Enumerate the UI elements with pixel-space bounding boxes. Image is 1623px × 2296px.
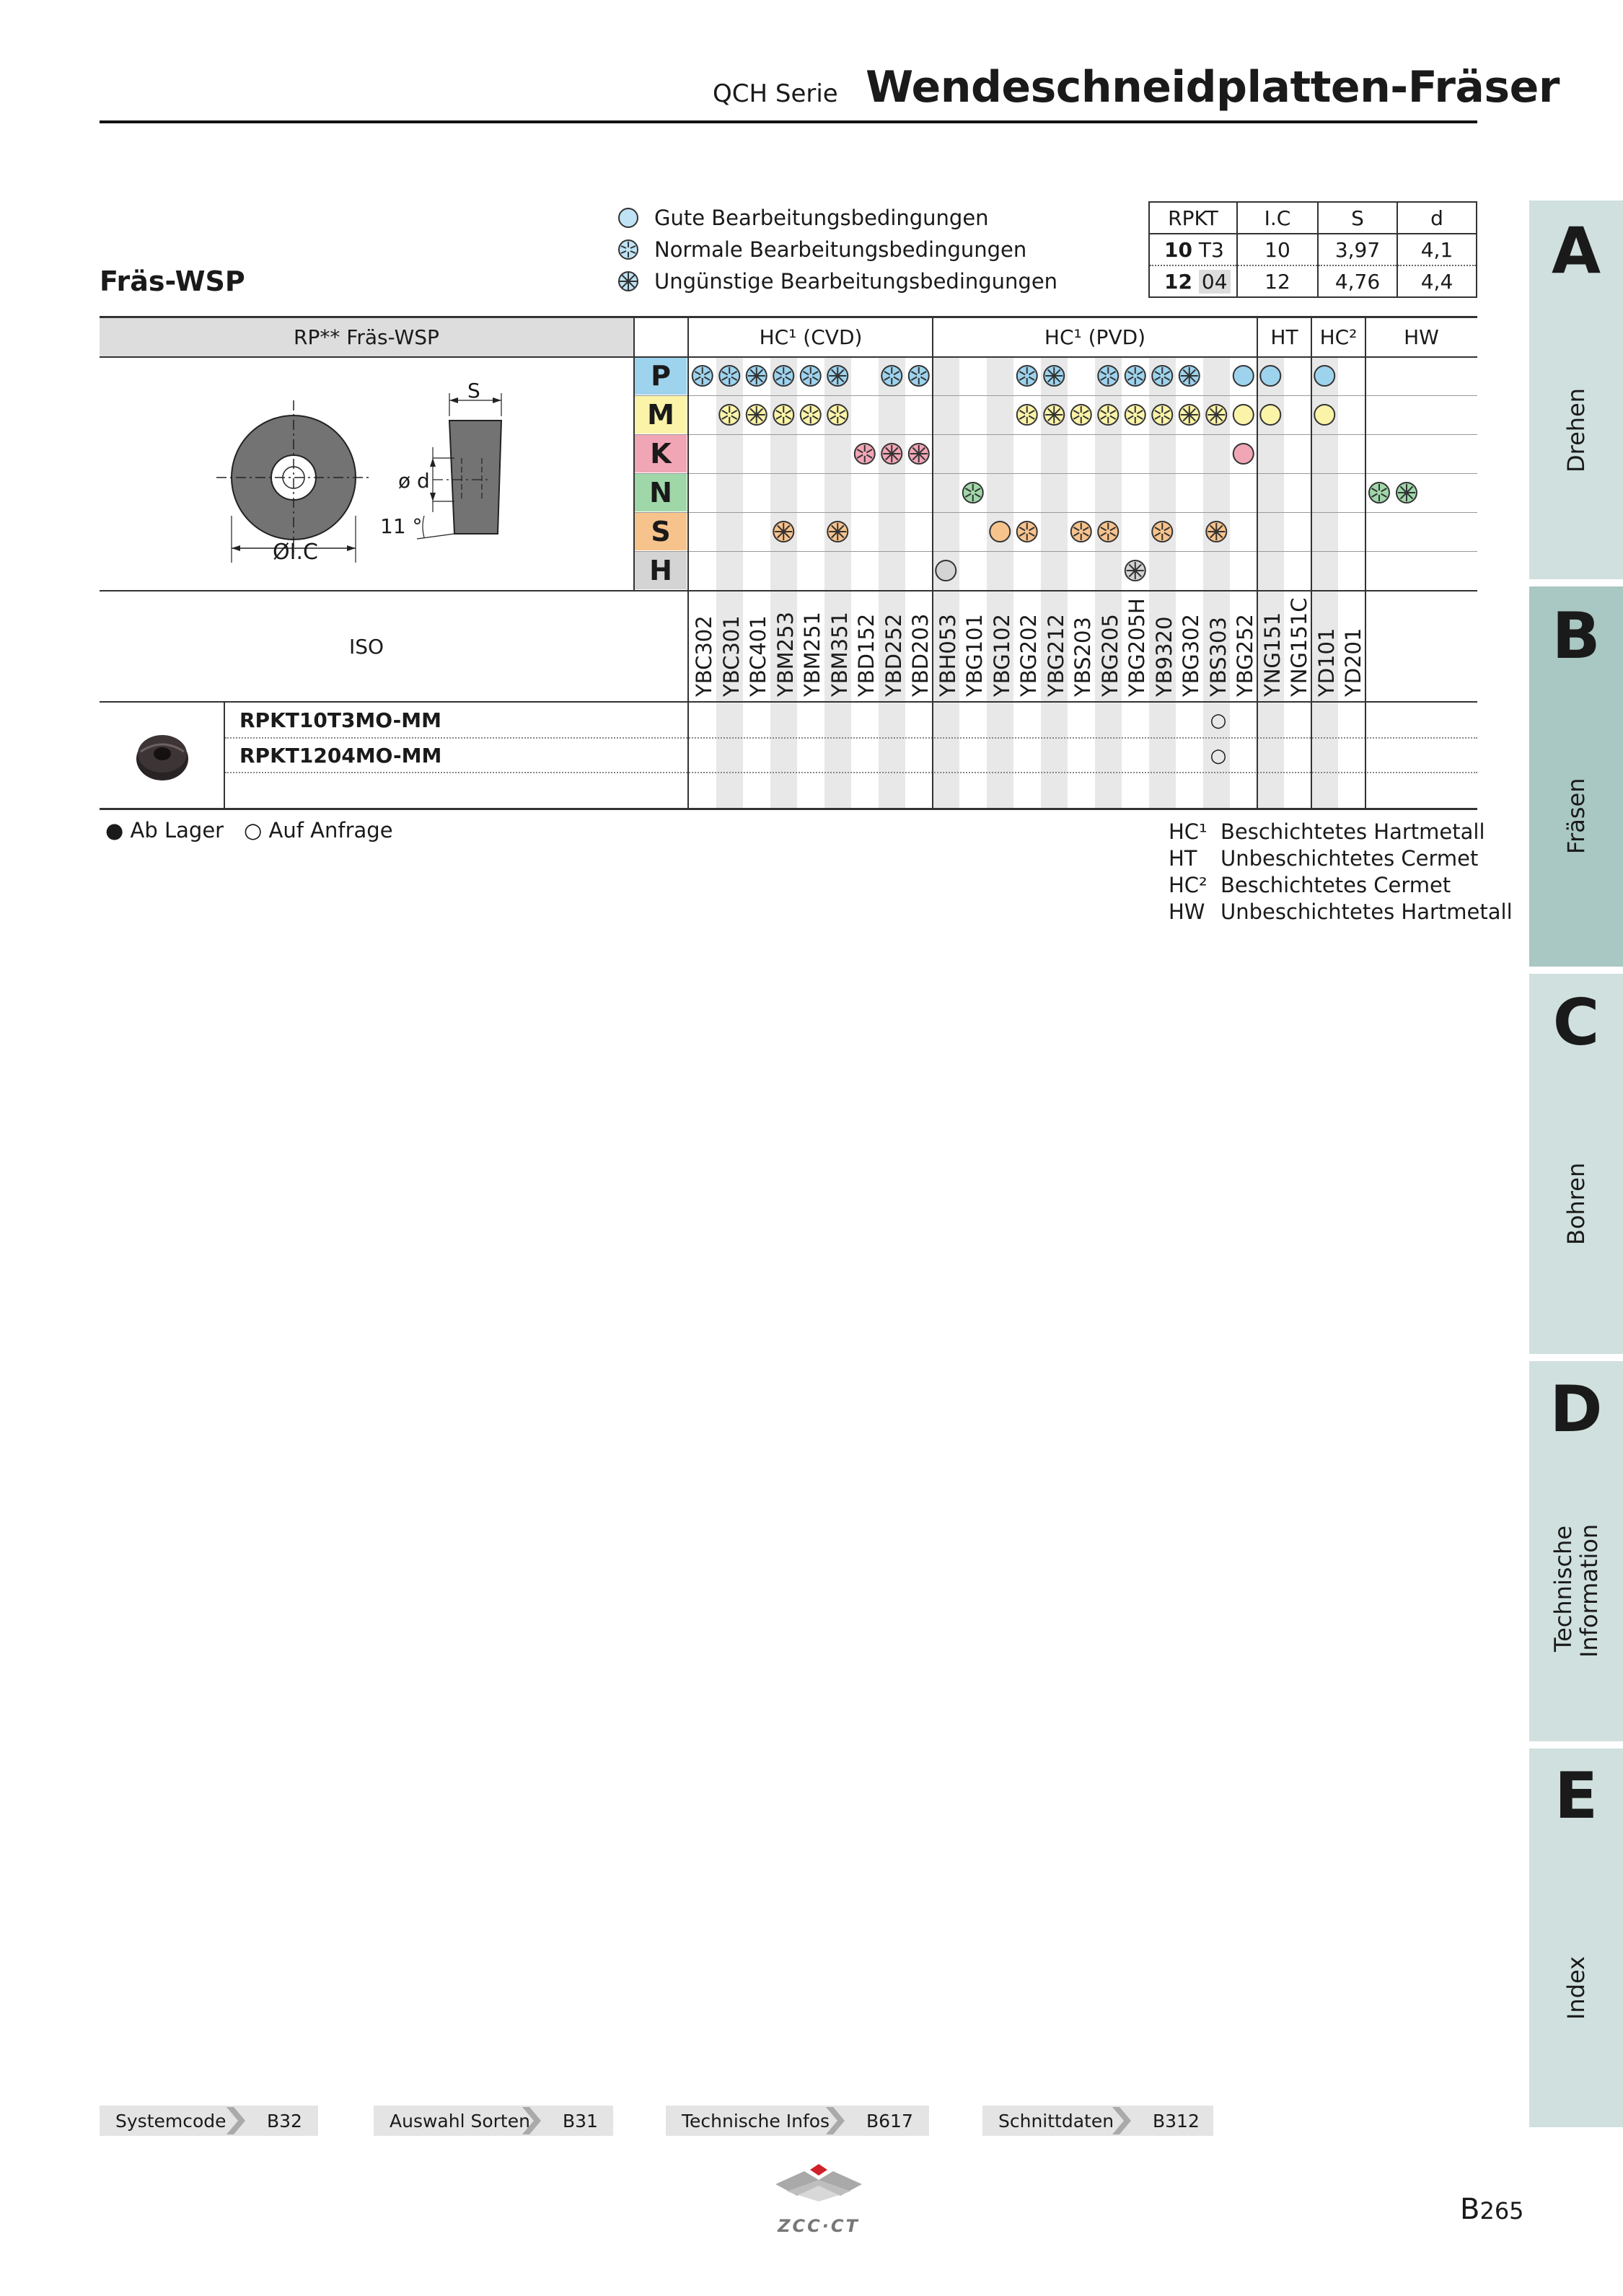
- normal-marker: [1152, 405, 1172, 425]
- good-marker: [1233, 405, 1254, 425]
- normal-marker: [719, 405, 739, 425]
- bad-marker: [773, 522, 793, 542]
- table-cell: 4,4: [1397, 265, 1477, 297]
- good-marker: [936, 560, 956, 581]
- grade-name: YBD252: [881, 613, 906, 697]
- chevron-right-icon: [1109, 2107, 1132, 2134]
- normal-marker: [773, 405, 793, 425]
- table-cell: 10: [1237, 234, 1318, 265]
- normal-marker: [801, 366, 821, 386]
- group-ht: HT: [1270, 325, 1298, 349]
- grade-name: YNG151C: [1287, 597, 1311, 697]
- normal-marker: [963, 483, 983, 503]
- grade-name: YBM351: [827, 612, 852, 697]
- bad-marker: [1179, 405, 1200, 425]
- grade-name: YBH053: [935, 614, 960, 697]
- normal-marker: [909, 366, 929, 386]
- grade-name: YBG252: [1233, 614, 1257, 697]
- type-code: HC¹: [1169, 819, 1208, 844]
- bad-marker: [1206, 522, 1226, 542]
- availability-mark: ○: [1210, 710, 1227, 731]
- tab-label: Information: [1575, 1523, 1603, 1658]
- request-legend: ○ Auf Anfrage: [244, 818, 393, 843]
- grade-name: YBS303: [1205, 617, 1231, 697]
- grade-name: YBM253: [773, 612, 798, 697]
- grade-name: YD201: [1341, 628, 1365, 697]
- nav-schnittdaten[interactable]: [982, 2106, 1213, 2136]
- nav-ref: B312: [1153, 2110, 1200, 2132]
- product-name: RPKT1204MO-MM: [239, 744, 442, 767]
- type-code: HW: [1169, 900, 1205, 924]
- grade-name: YBD203: [908, 613, 933, 697]
- group-hc1-cvd: HC¹ (CVD): [759, 325, 863, 349]
- normal-marker: [1369, 483, 1389, 503]
- material-k: K: [635, 435, 687, 472]
- table-cell: 10 T3: [1149, 234, 1237, 265]
- header-left-label: RP** Fräs-WSP: [294, 325, 439, 349]
- bad-marker: [1206, 405, 1226, 425]
- nav-label: Schnittdaten: [998, 2110, 1114, 2132]
- table-cell: 3,97: [1318, 234, 1397, 265]
- tab-letter: B: [1552, 599, 1601, 673]
- normal-marker: [881, 366, 902, 386]
- tab-label: Drehen: [1562, 387, 1590, 472]
- good-marker: [1233, 366, 1254, 386]
- grade-name: YBG205: [1097, 614, 1122, 697]
- grade-name: YBG202: [1016, 614, 1041, 697]
- dim-angle-label: 11 °: [380, 514, 423, 538]
- iso-label: ISO: [348, 635, 384, 659]
- nav-ref: B617: [866, 2110, 913, 2132]
- dim-d-label: ø d: [398, 469, 430, 493]
- chevron-right-icon: [224, 2107, 247, 2134]
- nav-systemcode[interactable]: [100, 2106, 318, 2136]
- bad-marker: [1125, 560, 1145, 581]
- group-hc2: HC²: [1319, 325, 1358, 349]
- material-p: P: [635, 357, 687, 395]
- good-marker: [990, 522, 1010, 542]
- dim-ic-label: ØI.C: [273, 540, 318, 565]
- normal-marker: [1125, 366, 1145, 386]
- legend-good-label: Gute Bearbeitungsbedingungen: [654, 206, 989, 230]
- col-header: I.C: [1237, 202, 1318, 234]
- stock-legend: ● Ab Lager: [105, 818, 224, 843]
- grade-name: YBS203: [1070, 617, 1095, 697]
- grade-name: YBC302: [692, 615, 716, 697]
- insert-photo: [133, 730, 191, 783]
- chevron-right-icon: [519, 2107, 542, 2134]
- normal-marker: [719, 366, 739, 386]
- material-m: M: [635, 396, 687, 434]
- normal-marker: [1152, 522, 1172, 542]
- bad-marker: [1397, 483, 1417, 503]
- normal-marker: [1071, 522, 1091, 542]
- material-s: S: [635, 513, 687, 550]
- zcc-ct-logo: [761, 2164, 876, 2209]
- normal-marker: [1071, 405, 1091, 425]
- grade-name: YBM251: [800, 612, 824, 697]
- bad-marker: [1044, 366, 1064, 386]
- tab-label: Bohren: [1562, 1162, 1590, 1245]
- bad-marker: [1179, 366, 1200, 386]
- table-cell: 4,76: [1318, 265, 1397, 297]
- grade-name: YNG151: [1259, 612, 1285, 697]
- nav-label: Systemcode: [115, 2110, 226, 2132]
- bad-marker: [827, 522, 848, 542]
- bad-marker: [827, 366, 848, 386]
- table-cell: 12: [1237, 265, 1318, 297]
- grade-name: YBG102: [989, 614, 1014, 697]
- logo-text: ZCC·CT: [778, 2216, 860, 2236]
- insert-drawing: [216, 371, 534, 577]
- type-code: HC²: [1169, 873, 1208, 897]
- table-cell: 12 04: [1149, 265, 1237, 297]
- nav-ref: B32: [267, 2110, 302, 2132]
- grade-name: YBC401: [746, 615, 770, 697]
- grade-name: YB9320: [1151, 616, 1176, 697]
- normal-marker: [692, 366, 713, 386]
- tab-label: Fräsen: [1562, 778, 1590, 854]
- normal-marker: [1098, 522, 1118, 542]
- normal-marker: [855, 444, 875, 464]
- tab-letter: C: [1552, 985, 1600, 1060]
- tab-label: Index: [1562, 1956, 1590, 2020]
- type-description: Unbeschichtetes Cermet: [1220, 846, 1479, 871]
- grade-name: YBG101: [962, 614, 987, 697]
- nav-ref: B31: [563, 2110, 598, 2132]
- nav-technische-infos[interactable]: [666, 2106, 929, 2136]
- grade-name: YD101: [1314, 628, 1339, 697]
- good-marker: [1314, 405, 1334, 425]
- grade-name: YBG302: [1179, 614, 1203, 697]
- normal-marker: [1152, 366, 1172, 386]
- good-marker: [1260, 405, 1280, 425]
- page-title: Wendeschneidplatten-Fräser: [866, 62, 1560, 113]
- page-number: B265: [1460, 2193, 1524, 2226]
- normal-marker: [1017, 405, 1037, 425]
- grade-name: YBC301: [718, 615, 744, 697]
- normal-marker: [1017, 522, 1037, 542]
- type-code: HT: [1169, 846, 1197, 871]
- availability-mark: ○: [1210, 745, 1227, 767]
- tab-label: Technische: [1549, 1525, 1577, 1652]
- series-label: QCH Serie: [713, 79, 838, 108]
- bad-marker: [747, 366, 767, 386]
- legend-bad-label: Ungünstige Bearbeitungsbedingungen: [654, 269, 1058, 294]
- grade-name: YBG212: [1043, 614, 1068, 697]
- nav-label: Auswahl Sorten: [390, 2110, 530, 2132]
- tab-letter: D: [1549, 1372, 1603, 1446]
- type-description: Unbeschichtetes Hartmetall: [1220, 900, 1513, 924]
- bad-marker: [1044, 405, 1064, 425]
- tab-letter: A: [1551, 214, 1601, 288]
- section-title: Fräs-WSP: [100, 265, 245, 297]
- bad-marker: [881, 444, 902, 464]
- good-marker: [1260, 366, 1280, 386]
- chevron-right-icon: [823, 2107, 846, 2134]
- product-name: RPKT10T3MO-MM: [239, 708, 441, 732]
- material-h: H: [635, 552, 687, 589]
- normal-marker: [827, 405, 848, 425]
- material-n: N: [635, 474, 687, 511]
- col-header: d: [1397, 202, 1477, 234]
- group-hw: HW: [1404, 325, 1439, 349]
- nav-label: Technische Infos: [682, 2110, 830, 2132]
- legend-normal-label: Normale Bearbeitungsbedingungen: [654, 237, 1027, 262]
- table-cell: 4,1: [1397, 234, 1477, 265]
- normal-marker: [1017, 366, 1037, 386]
- type-description: Beschichtetes Hartmetall: [1220, 819, 1485, 844]
- col-header: S: [1318, 202, 1397, 234]
- bad-marker: [747, 405, 767, 425]
- normal-marker: [1125, 405, 1145, 425]
- nav-auswahl-sorten[interactable]: [374, 2106, 613, 2136]
- type-description: Beschichtetes Cermet: [1220, 873, 1451, 897]
- dim-s-label: S: [467, 379, 480, 403]
- col-header: RPKT: [1149, 202, 1237, 234]
- good-marker: [1233, 444, 1254, 464]
- normal-marker: [773, 366, 793, 386]
- grade-name: YBG205H: [1125, 598, 1149, 697]
- normal-marker: [801, 405, 821, 425]
- bad-marker: [909, 444, 929, 464]
- grade-name: YBD152: [854, 613, 879, 697]
- normal-marker: [1098, 405, 1118, 425]
- good-marker: [1314, 366, 1334, 386]
- tab-letter: E: [1554, 1759, 1598, 1833]
- group-hc1-pvd: HC¹ (PVD): [1044, 325, 1146, 349]
- normal-marker: [1098, 366, 1118, 386]
